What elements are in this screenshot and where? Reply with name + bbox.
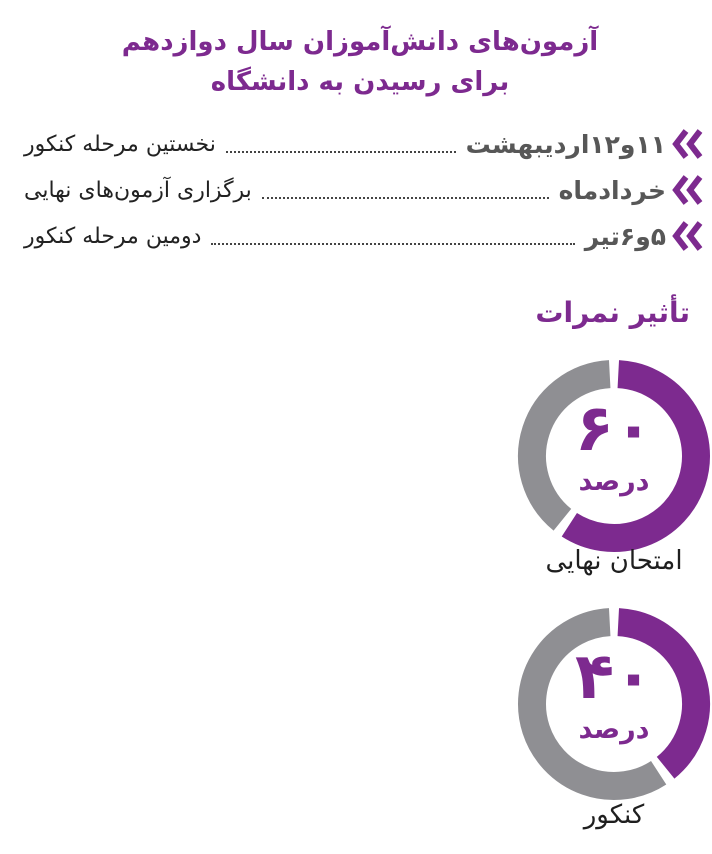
double-chevron-left-icon xyxy=(670,128,704,160)
exam-schedule xyxy=(24,124,704,262)
schedule-date: خردادماه xyxy=(558,175,666,205)
schedule-event: برگزاری آزمون‌های نهایی xyxy=(24,177,252,203)
donut-konkur xyxy=(514,604,712,804)
donut-unit: درصد xyxy=(578,466,650,497)
donut-label-konkur: کنکور xyxy=(583,800,645,830)
donut-value: ۴۰ xyxy=(574,640,654,714)
schedule-row xyxy=(24,170,704,210)
schedule-date: ۵و۶تیر xyxy=(584,221,666,251)
double-chevron-left-icon xyxy=(670,220,704,252)
dotted-leader xyxy=(211,243,574,245)
schedule-event: دومین مرحله کنکور xyxy=(24,223,202,249)
donut-unit: درصد xyxy=(578,714,650,745)
schedule-row xyxy=(24,124,704,164)
donut-value: ۶۰ xyxy=(574,392,654,466)
schedule-row xyxy=(24,216,704,256)
schedule-date: ۱۱و۱۲اردیبهشت xyxy=(465,129,666,159)
schedule-event: نخستین مرحله کنکور xyxy=(24,131,216,157)
dotted-leader xyxy=(226,151,456,153)
dotted-leader xyxy=(262,197,549,199)
impact-title: تأثیر نمرات xyxy=(535,296,690,329)
title-line-2: برای رسیدن به دانشگاه xyxy=(210,67,510,97)
title-line-1: آزمون‌های دانش‌آموزان سال دوازدهم xyxy=(121,27,599,57)
page-title xyxy=(40,22,680,102)
donut-label-final-exam: امتحان نهایی xyxy=(545,546,683,576)
double-chevron-left-icon xyxy=(670,174,704,206)
donut-final-exam xyxy=(514,356,712,556)
